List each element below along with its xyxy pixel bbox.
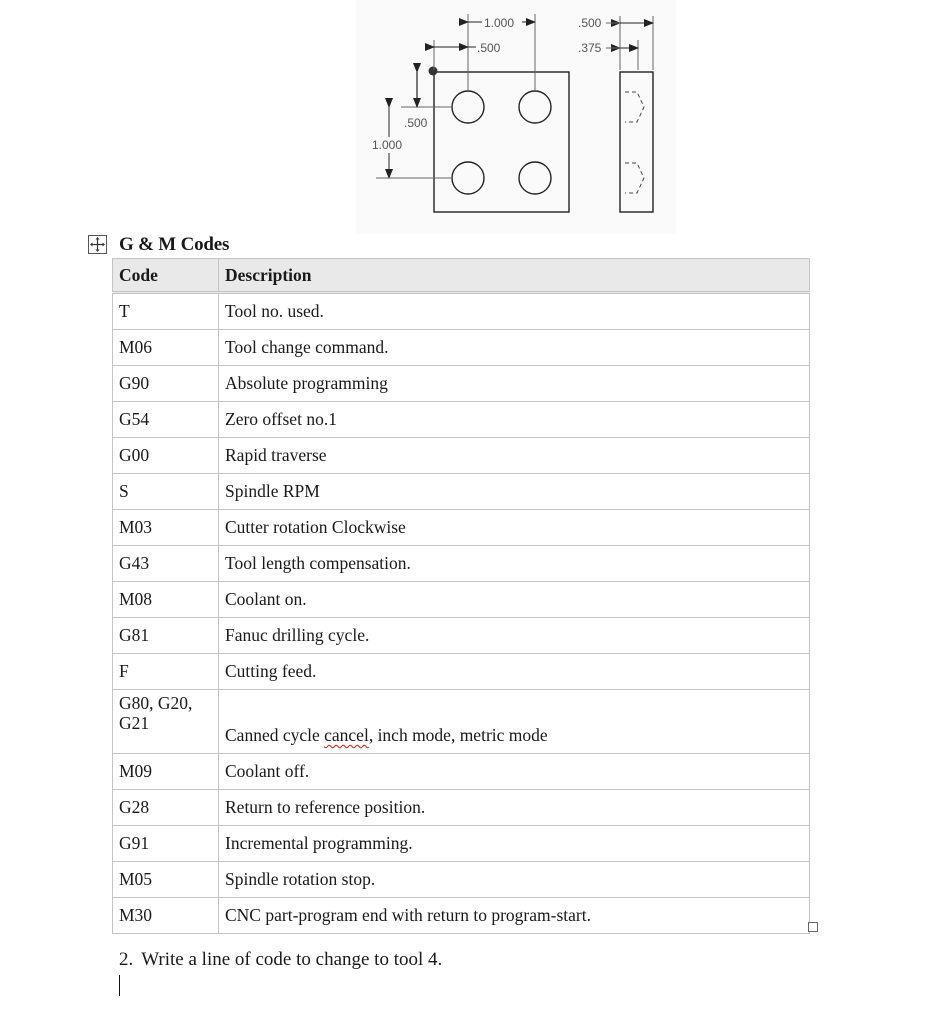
- row-description: Tool no. used.: [219, 293, 810, 330]
- table-row: [113, 582, 810, 618]
- row-code: M09: [113, 754, 219, 790]
- row-code: F: [113, 654, 219, 690]
- table-move-handle-icon[interactable]: [88, 235, 107, 254]
- row-code: M08: [113, 582, 219, 618]
- row-code: G81: [113, 618, 219, 654]
- row-description: Spindle rotation stop.: [219, 862, 810, 898]
- row-code: G90: [113, 366, 219, 402]
- row-description: Tool length compensation.: [219, 546, 810, 582]
- table-row: [113, 754, 810, 790]
- table-header-row: [113, 259, 810, 293]
- spelling-flagged-word[interactable]: cancel: [324, 725, 369, 745]
- table-row: [113, 438, 810, 474]
- row-code: G00: [113, 438, 219, 474]
- table-row: [113, 654, 810, 690]
- table-row: [113, 402, 810, 438]
- row-description: Coolant off.: [219, 754, 810, 790]
- table-row: [113, 546, 810, 582]
- hole-top-right: [519, 91, 551, 123]
- row-code: G54: [113, 402, 219, 438]
- text-cursor[interactable]: [119, 975, 120, 996]
- row-code: T: [113, 293, 219, 330]
- row-description: Zero offset no.1: [219, 402, 810, 438]
- row-code: M06: [113, 330, 219, 366]
- row-code: S: [113, 474, 219, 510]
- table-row: [113, 790, 810, 826]
- row-description: Cutting feed.: [219, 654, 810, 690]
- dim-top-offset: .500: [477, 41, 501, 55]
- table-row: [113, 330, 810, 366]
- table-row: [113, 366, 810, 402]
- row-code: G91: [113, 826, 219, 862]
- table-row: [113, 862, 810, 898]
- origin-marker: [429, 67, 438, 76]
- header-code: Code: [113, 259, 219, 293]
- hole-bottom-right: [519, 162, 551, 194]
- desc-part: Canned cycle: [225, 725, 325, 745]
- table-row: [113, 510, 810, 546]
- table-resize-handle[interactable]: [808, 922, 818, 932]
- dim-side-width: .500: [578, 16, 602, 30]
- row-description: Absolute programming: [219, 366, 810, 402]
- row-code: M03: [113, 510, 219, 546]
- row-description: Fanuc drilling cycle.: [219, 618, 810, 654]
- dim-left-offset: .500: [404, 116, 428, 130]
- question-number: 2.: [119, 949, 134, 970]
- row-description: Incremental programming.: [219, 826, 810, 862]
- question-text: Write a line of code to change to tool 4.: [141, 949, 443, 970]
- table-row: [113, 690, 810, 754]
- desc-part: , inch mode, metric mode: [368, 725, 548, 745]
- row-code: G43: [113, 546, 219, 582]
- row-description: Rapid traverse: [219, 438, 810, 474]
- hole-top-left: [452, 91, 484, 123]
- part-drawing: [356, 0, 676, 234]
- dim-top-width: 1.000: [484, 16, 515, 30]
- hole-bottom-left: [452, 162, 484, 194]
- row-code: G28: [113, 790, 219, 826]
- dim-side-offset: .375: [578, 41, 602, 55]
- row-description: Return to reference position.: [219, 790, 810, 826]
- row-code: M05: [113, 862, 219, 898]
- table-row: [113, 474, 810, 510]
- row-description: [219, 690, 810, 754]
- row-description: Coolant on.: [219, 582, 810, 618]
- table-row: [113, 898, 810, 934]
- plate-front-view: [434, 72, 569, 212]
- row-description: Tool change command.: [219, 330, 810, 366]
- table-row: [113, 293, 810, 330]
- row-description: Spindle RPM: [219, 474, 810, 510]
- header-description: Description: [219, 259, 810, 293]
- table-row: [113, 618, 810, 654]
- row-description: CNC part-program end with return to program-start.: [219, 898, 810, 934]
- dim-left-height: 1.000: [372, 138, 403, 152]
- plate-side-view: [620, 72, 653, 212]
- row-code: G80, G20, G21: [113, 690, 219, 754]
- row-code: M30: [113, 898, 219, 934]
- table-caption: G & M Codes: [119, 234, 230, 255]
- row-description: Cutter rotation Clockwise: [219, 510, 810, 546]
- question-2[interactable]: [119, 949, 442, 971]
- table-row: [113, 826, 810, 862]
- gm-codes-table: [112, 258, 810, 934]
